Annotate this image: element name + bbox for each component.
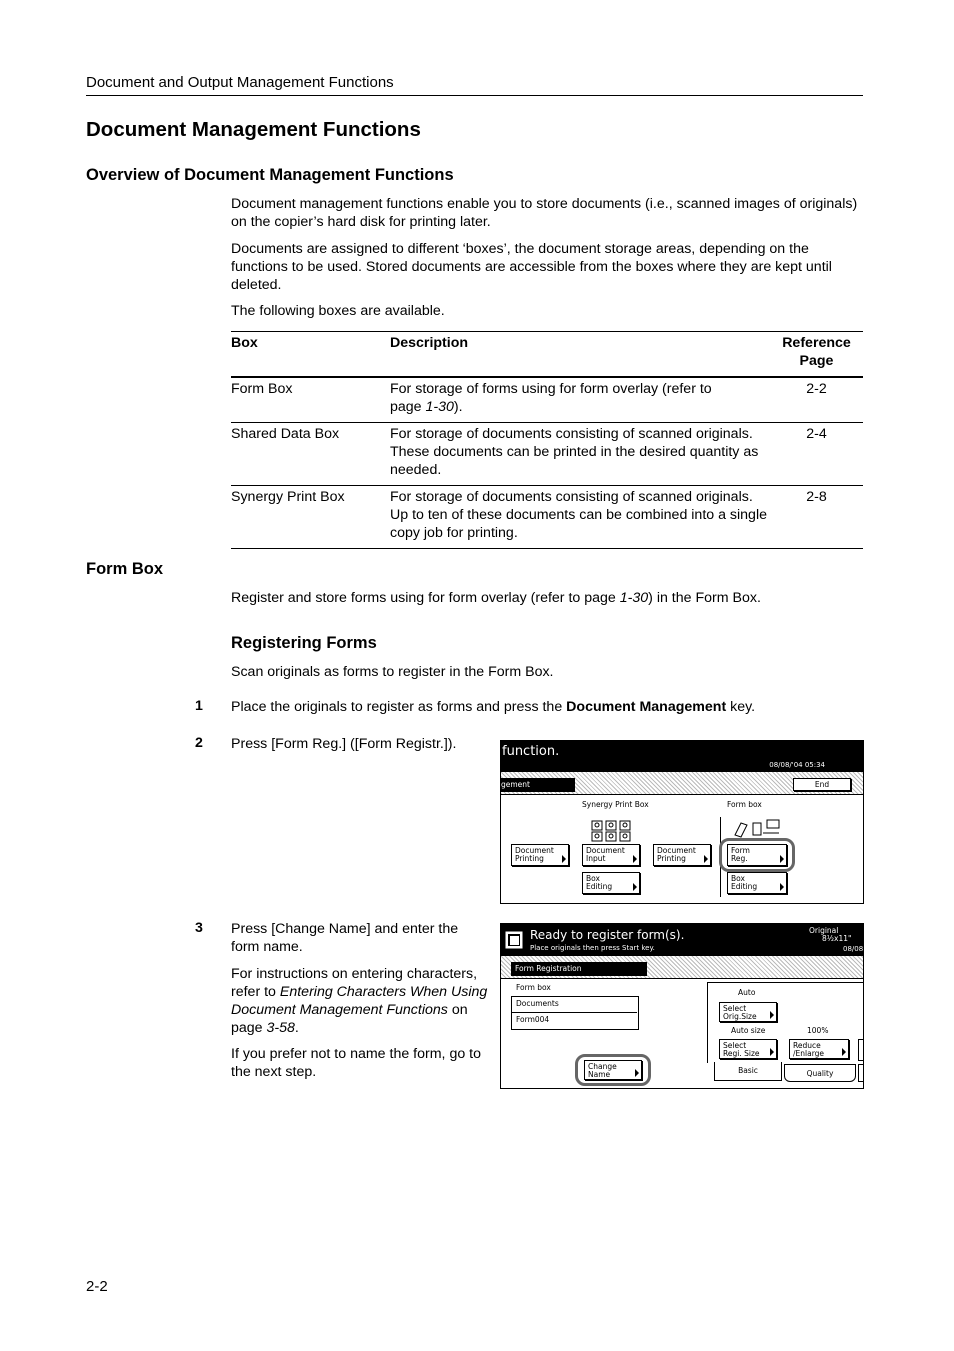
header-box: Box [231,332,390,378]
header-rule [86,95,863,96]
screen1-tab[interactable]: gement [501,778,575,792]
header-description: Description [390,332,770,378]
reduce-enlarge-button[interactable]: Reduce /Enlarge [789,1039,849,1059]
arrow-right-icon [780,883,784,891]
screen2-subtitle: Place originals then press Start key. [530,944,655,952]
form-registration-tab[interactable]: Form Registration [511,962,647,976]
arrow-right-icon [770,1011,774,1019]
table-row: Form Box For storage of forms using for form overlay (refer to page 1-30). 2-2 [231,377,863,423]
arrow-right-icon [770,1048,774,1056]
arrow-right-icon [562,855,566,863]
step-3-number: 3 [195,920,203,936]
tab-quality[interactable]: Quality [784,1064,856,1082]
table-header-row [231,332,863,378]
form-box-label: Form box [727,800,762,809]
end-button[interactable]: End [793,778,851,791]
screen-form-registration [500,923,864,1089]
select-regi-size-button[interactable]: Select Regi. Size [719,1039,777,1059]
overview-paragraph-2: Documents are assigned to different ‘boxes’, the document storage areas, depending on the functions to be used. Stored documents are accessible from the boxes where they are kept until deleted. [231,241,832,293]
synergy-print-box-label: Synergy Print Box [582,800,649,809]
arrow-right-icon [842,1048,846,1056]
page-title: Document Management Functions [86,118,421,141]
auto-label: Auto [738,988,756,997]
box-editing-button-2[interactable]: Box Editing [727,872,787,894]
table-row: Synergy Print Box For storage of documents consisting of scanned originals. Up to ten of these documents can be combined into a single copy job for printing. 2-8 [231,486,863,549]
form-overlay-icon [733,819,781,839]
boxes-table [231,331,863,549]
screen2-date: 08/08 [843,945,864,953]
registering-intro: Scan originals as forms to register in the Form Box. [231,664,554,680]
change-name-button[interactable]: Change Name [584,1060,642,1080]
step-2-text: Press [Form Reg.] ([Form Registr.]). [231,736,457,752]
document-printing-button-1[interactable]: Document Printing [511,844,569,866]
screen2-title: Ready to register form(s). [530,928,685,942]
documents-stack-icon [591,819,633,843]
form-reg-highlight [719,838,795,872]
documents-label: Documents [516,999,559,1008]
tab-basic[interactable]: Basic [714,1062,782,1081]
step-3-instructions: For instructions on entering characters, refer to Entering Characters When Using Document Management Functions on page 3-58. [231,966,488,1036]
step-1-number: 1 [195,698,203,714]
arrow-right-icon [633,855,637,863]
box-editing-button-1[interactable]: Box Editing [582,872,640,894]
auto-size-label: Auto size [731,1026,766,1035]
screen1-title: function. [502,744,560,759]
original-size-indicator: Original 8½x11" [809,926,852,943]
screen1-datetime: 08/08/'04 05:34 [769,761,825,769]
form-box-paragraph: Register and store forms using for form overlay (refer to page 1-30) in the Form Box. [231,590,761,606]
page-number: 2-2 [86,1278,108,1295]
step-3-text: Press [Change Name] and enter the form name. [231,921,459,955]
step-2-number: 2 [195,735,203,751]
document-input-button[interactable]: Document Input [582,844,640,866]
overview-heading: Overview of Document Management Functions [86,166,454,184]
select-orig-size-button[interactable]: Select Orig.Size [719,1002,777,1022]
form-name-value: Form004 [516,1015,550,1024]
running-header: Document and Output Management Functions [86,74,394,91]
step-1-text: Place the originals to register as forms and press the Document Management key. [231,699,756,715]
registering-forms-heading: Registering Forms [231,634,377,652]
form-reg-button[interactable]: Form Reg. [727,844,787,866]
header-reference-page: Reference Page [770,332,863,378]
arrow-right-icon [633,883,637,891]
document-icon [504,930,524,950]
overview-paragraph-3: The following boxes are available. [231,303,445,319]
screen-document-management [500,740,864,904]
form-box-label: Form box [516,983,551,992]
document-printing-button-2[interactable]: Document Printing [653,844,711,866]
zoom-percent: 100% [807,1026,829,1035]
form-box-heading: Form Box [86,560,164,578]
table-row: Shared Data Box For storage of documents consisting of scanned originals. These documents can be printed in the desired quantity as needed. 2-4 [231,423,863,486]
change-name-highlight [575,1054,651,1086]
overview-paragraph-1: Document management functions enable you to store documents (i.e., scanned images of originals) on the copier’s hard disk for printing later. [231,196,858,230]
step-3-skip-note: If you prefer not to name the form, go to the next step. [231,1046,481,1080]
arrow-right-icon [704,855,708,863]
